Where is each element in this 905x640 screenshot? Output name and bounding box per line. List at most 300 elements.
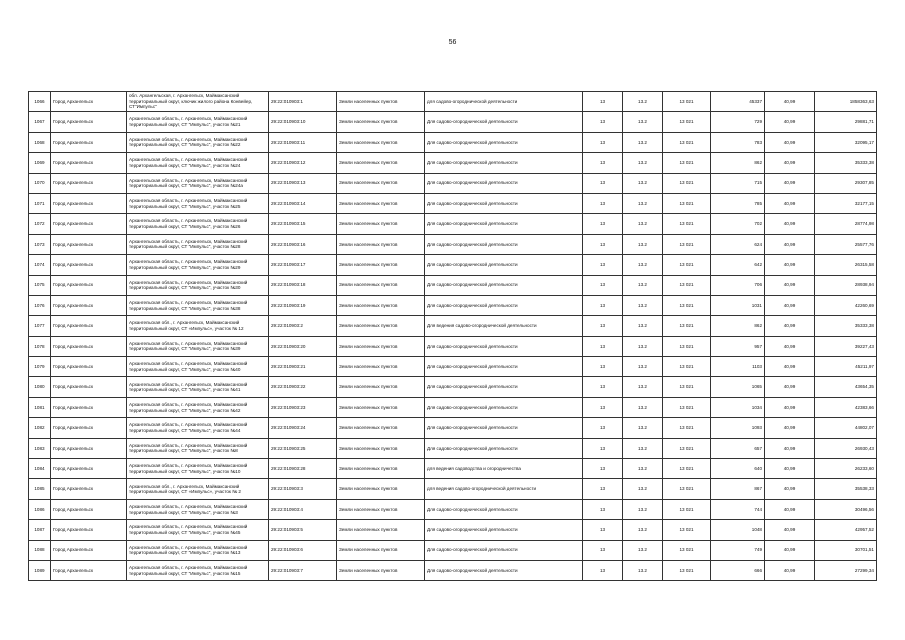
area-cell: 1048 [711, 520, 765, 540]
table-row [29, 479, 877, 499]
classification-code-cell: 13 021 [663, 92, 711, 112]
classification-code-cell: 13 021 [663, 255, 711, 275]
row-number-cell: 1082 [29, 418, 51, 438]
address-cell: Архангельская область, г. Архангельск, Маймаксанский территориальный округ, СТ "Импульс", участок №25 [127, 193, 269, 213]
row-number-cell: 1069 [29, 153, 51, 173]
classification-code-cell: 13 021 [663, 560, 711, 580]
group-code-cell: 13 [583, 153, 623, 173]
group-code-cell: 13 [583, 316, 623, 336]
specific-value-cell: 40,99 [765, 560, 815, 580]
cadastral-number-cell: 29:22:010903:4 [269, 499, 337, 519]
cadastral-value-cell: 35333,38 [815, 316, 877, 336]
subgroup-code-cell: 13.2 [623, 459, 663, 479]
row-number-cell: 1077 [29, 316, 51, 336]
locality-cell: Город Архангельск [51, 255, 127, 275]
address-cell: Архангельская область, г. Архангельск, Маймаксанский территориальный округ, СТ "Импульс", участок №24а [127, 173, 269, 193]
subgroup-code-cell: 13.2 [623, 316, 663, 336]
specific-value-cell: 40,99 [765, 499, 815, 519]
locality-cell: Город Архангельск [51, 295, 127, 315]
cadastral-number-cell: 29:22:010903:20 [269, 336, 337, 356]
cadastral-number-cell: 29:22:010903:2 [269, 316, 337, 336]
permitted-use-cell: Для садово-огороднической деятельности [425, 336, 583, 356]
land-category-cell: Земли населенных пунктов [337, 377, 425, 397]
classification-code-cell: 13 021 [663, 377, 711, 397]
group-code-cell: 13 [583, 255, 623, 275]
land-category-cell: Земли населенных пунктов [337, 214, 425, 234]
cadastral-number-cell: 29:22:010903:28 [269, 459, 337, 479]
group-code-cell: 13 [583, 397, 623, 417]
permitted-use-cell: Для садово-огороднической деятельности [425, 499, 583, 519]
group-code-cell: 13 [583, 336, 623, 356]
table-row [29, 193, 877, 213]
row-number-cell: 1073 [29, 234, 51, 254]
group-code-cell: 13 [583, 499, 623, 519]
cadastral-value-cell: 30496,56 [815, 499, 877, 519]
address-cell: Архангельская область, г. Архангельск, Маймаксанский территориальный округ, СТ "Импульс", участок №41 [127, 377, 269, 397]
table-row [29, 438, 877, 458]
address-cell: Архангельская область, г. Архангельск, Маймаксанский территориальный округ, СТ "Импульс", участок №30 [127, 275, 269, 295]
row-number-cell: 1086 [29, 499, 51, 519]
classification-code-cell: 13 021 [663, 418, 711, 438]
group-code-cell: 13 [583, 173, 623, 193]
classification-code-cell: 13 021 [663, 316, 711, 336]
specific-value-cell: 40,99 [765, 418, 815, 438]
table-row [29, 132, 877, 152]
classification-code-cell: 13 021 [663, 540, 711, 560]
row-number-cell: 1089 [29, 560, 51, 580]
cadastral-value-cell: 28774,98 [815, 214, 877, 234]
table-row [29, 214, 877, 234]
group-code-cell: 13 [583, 459, 623, 479]
row-number-cell: 1083 [29, 438, 51, 458]
permitted-use-cell: Для садово-огороднической деятельности [425, 255, 583, 275]
classification-code-cell: 13 021 [663, 357, 711, 377]
area-cell: 785 [711, 193, 765, 213]
land-category-cell: Земли населенных пунктов [337, 132, 425, 152]
subgroup-code-cell: 13.2 [623, 438, 663, 458]
permitted-use-cell: Для садово-огороднической деятельности [425, 438, 583, 458]
permitted-use-cell: Для садово-огороднической деятельности [425, 418, 583, 438]
subgroup-code-cell: 13.2 [623, 520, 663, 540]
specific-value-cell: 40,99 [765, 540, 815, 560]
cadastral-value-cell: 1858363,63 [815, 92, 877, 112]
land-category-cell: Земли населенных пунктов [337, 193, 425, 213]
permitted-use-cell: Для садово-огороднической деятельности [425, 173, 583, 193]
cadastral-number-cell: 29:22:010903:12 [269, 153, 337, 173]
specific-value-cell: 40,99 [765, 92, 815, 112]
group-code-cell: 13 [583, 193, 623, 213]
cadastral-value-cell: 26315,58 [815, 255, 877, 275]
permitted-use-cell: Для садово-огороднической деятельности [425, 193, 583, 213]
cadastral-value-cell: 26233,60 [815, 459, 877, 479]
classification-code-cell: 13 021 [663, 275, 711, 295]
specific-value-cell: 40,99 [765, 173, 815, 193]
cadastral-number-cell: 29:22:010903:3 [269, 479, 337, 499]
subgroup-code-cell: 13.2 [623, 479, 663, 499]
cadastral-number-cell: 29:22:010903:14 [269, 193, 337, 213]
locality-cell: Город Архангельск [51, 112, 127, 132]
cadastral-number-cell: 29:22:010903:1 [269, 92, 337, 112]
locality-cell: Город Архангельск [51, 459, 127, 479]
row-number-cell: 1075 [29, 275, 51, 295]
cadastral-number-cell: 29:22:010903:24 [269, 418, 337, 438]
permitted-use-cell: для ведения садоводства и огородничества [425, 459, 583, 479]
area-cell: 862 [711, 316, 765, 336]
group-code-cell: 13 [583, 214, 623, 234]
classification-code-cell: 13 021 [663, 479, 711, 499]
classification-code-cell: 13 021 [663, 499, 711, 519]
subgroup-code-cell: 13.2 [623, 132, 663, 152]
address-cell: Архангельская область, г. Архангельск, Маймаксанский территориальный округ, СТ "Импульс", участок №42 [127, 397, 269, 417]
cadastral-number-cell: 29:22:010903:15 [269, 214, 337, 234]
table-row [29, 357, 877, 377]
row-number-cell: 1066 [29, 92, 51, 112]
land-category-cell: Земли населенных пунктов [337, 316, 425, 336]
address-cell: Архангельская область, г. Архангельск, Маймаксанский территориальный округ, СТ "Импульс", участок №39 [127, 336, 269, 356]
classification-code-cell: 13 021 [663, 336, 711, 356]
area-cell: 706 [711, 275, 765, 295]
address-cell: Архангельская область, г. Архангельск, Маймаксанский территориальный округ, СТ "Импульс", участок №44 [127, 418, 269, 438]
cadastral-number-cell: 29:22:010903:5 [269, 520, 337, 540]
specific-value-cell: 40,99 [765, 234, 815, 254]
locality-cell: Город Архангельск [51, 193, 127, 213]
specific-value-cell: 40,99 [765, 520, 815, 540]
land-category-cell: Земли населенных пунктов [337, 112, 425, 132]
table-row [29, 560, 877, 580]
area-cell: 702 [711, 214, 765, 234]
area-cell: 45337 [711, 92, 765, 112]
address-cell: Архангельская область, г. Архангельск, Маймаксанский территориальный округ, СТ "Импульс", участок №29 [127, 255, 269, 275]
address-cell: Архангельская область, г. Архангельск, Маймаксанский территориальный округ, СТ "Импульс", участок №8 [127, 438, 269, 458]
locality-cell: Город Архангельск [51, 499, 127, 519]
address-cell: Архангельская область, г. Архангельск, Маймаксанский территориальный округ, СТ "Импульс", участок №38 [127, 295, 269, 315]
specific-value-cell: 40,99 [765, 438, 815, 458]
area-cell: 957 [711, 336, 765, 356]
table-row [29, 377, 877, 397]
locality-cell: Город Архангельск [51, 336, 127, 356]
land-category-cell: Земли населенных пунктов [337, 499, 425, 519]
subgroup-code-cell: 13.2 [623, 295, 663, 315]
locality-cell: Город Архангельск [51, 520, 127, 540]
land-category-cell: Земли населенных пунктов [337, 255, 425, 275]
classification-code-cell: 13 021 [663, 112, 711, 132]
permitted-use-cell: Для садово-огороднической деятельности [425, 520, 583, 540]
table-row [29, 92, 877, 112]
group-code-cell: 13 [583, 295, 623, 315]
cadastral-value-cell: 42383,66 [815, 397, 877, 417]
area-cell: 1103 [711, 357, 765, 377]
cadastral-value-cell: 25577,76 [815, 234, 877, 254]
group-code-cell: 13 [583, 479, 623, 499]
subgroup-code-cell: 13.2 [623, 275, 663, 295]
land-category-cell: Земли населенных пунктов [337, 438, 425, 458]
area-cell: 666 [711, 560, 765, 580]
table-row [29, 255, 877, 275]
row-number-cell: 1084 [29, 459, 51, 479]
specific-value-cell: 40,99 [765, 193, 815, 213]
cadastral-number-cell: 29:22:010903:21 [269, 357, 337, 377]
permitted-use-cell: Для садово-огороднической деятельности [425, 377, 583, 397]
locality-cell: Город Архангельск [51, 275, 127, 295]
address-cell: Архангельская обл., г. Архангельск, Маймаксанский территориальный округ, СТ «Импульс», участок № 2 [127, 479, 269, 499]
permitted-use-cell: Для садово-огороднической деятельности [425, 357, 583, 377]
locality-cell: Город Архангельск [51, 316, 127, 336]
cadastral-number-cell: 29:22:010903:7 [269, 560, 337, 580]
cadastral-value-cell: 42260,69 [815, 295, 877, 315]
land-category-cell: Земли населенных пунктов [337, 418, 425, 438]
land-category-cell: Земли населенных пунктов [337, 357, 425, 377]
permitted-use-cell: для садово-огороднической деятельности [425, 92, 583, 112]
cadastral-value-cell: 32177,15 [815, 193, 877, 213]
classification-code-cell: 13 021 [663, 234, 711, 254]
table-row [29, 112, 877, 132]
specific-value-cell: 40,99 [765, 255, 815, 275]
row-number-cell: 1088 [29, 540, 51, 560]
locality-cell: Город Архангельск [51, 418, 127, 438]
area-cell: 862 [711, 153, 765, 173]
specific-value-cell: 40,99 [765, 397, 815, 417]
permitted-use-cell: Для садово-огороднической деятельности [425, 397, 583, 417]
classification-code-cell: 13 021 [663, 132, 711, 152]
permitted-use-cell: Для ведения садово-огороднической деятельности [425, 316, 583, 336]
table-row [29, 153, 877, 173]
area-cell: 642 [711, 255, 765, 275]
classification-code-cell: 13 021 [663, 153, 711, 173]
classification-code-cell: 13 021 [663, 520, 711, 540]
specific-value-cell: 40,99 [765, 112, 815, 132]
subgroup-code-cell: 13.2 [623, 397, 663, 417]
classification-code-cell: 13 021 [663, 214, 711, 234]
cadastral-value-cell: 39227,43 [815, 336, 877, 356]
area-cell: 657 [711, 438, 765, 458]
cadastral-number-cell: 29:22:010903:6 [269, 540, 337, 560]
specific-value-cell: 40,99 [765, 275, 815, 295]
land-category-cell: Земли населенных пунктов [337, 479, 425, 499]
locality-cell: Город Архангельск [51, 438, 127, 458]
specific-value-cell: 40,99 [765, 479, 815, 499]
group-code-cell: 13 [583, 560, 623, 580]
specific-value-cell: 40,99 [765, 295, 815, 315]
group-code-cell: 13 [583, 132, 623, 152]
permitted-use-cell: Для садово-огороднической деятельности [425, 214, 583, 234]
address-cell: Архангельская область, г. Архангельск, Маймаксанский территориальный округ, СТ "Импульс", участок №15 [127, 560, 269, 580]
specific-value-cell: 40,99 [765, 214, 815, 234]
row-number-cell: 1067 [29, 112, 51, 132]
row-number-cell: 1085 [29, 479, 51, 499]
subgroup-code-cell: 13.2 [623, 418, 663, 438]
group-code-cell: 13 [583, 92, 623, 112]
row-number-cell: 1070 [29, 173, 51, 193]
locality-cell: Город Архангельск [51, 377, 127, 397]
locality-cell: Город Архангельск [51, 132, 127, 152]
subgroup-code-cell: 13.2 [623, 377, 663, 397]
specific-value-cell: 40,99 [765, 316, 815, 336]
group-code-cell: 13 [583, 540, 623, 560]
area-cell: 867 [711, 479, 765, 499]
classification-code-cell: 13 021 [663, 438, 711, 458]
cadastral-number-cell: 29:22:010903:13 [269, 173, 337, 193]
specific-value-cell: 40,99 [765, 132, 815, 152]
classification-code-cell: 13 021 [663, 173, 711, 193]
cadastral-value-cell: 27299,34 [815, 560, 877, 580]
area-cell: 729 [711, 112, 765, 132]
land-category-cell: Земли населенных пунктов [337, 560, 425, 580]
table-row [29, 418, 877, 438]
address-cell: Архангельская область, г. Архангельск, Маймаксанский территориальный округ, СТ "Импульс", участок №45 [127, 520, 269, 540]
row-number-cell: 1068 [29, 132, 51, 152]
cadastral-number-cell: 29:22:010903:19 [269, 295, 337, 315]
address-cell: Архангельская обл., г. Архангельск, Маймаксанский территориальный округ, СТ «Импульс», участок № 12 [127, 316, 269, 336]
permitted-use-cell: Для садово-огороднической деятельности [425, 234, 583, 254]
table-body [29, 92, 877, 581]
locality-cell: Город Архангельск [51, 479, 127, 499]
subgroup-code-cell: 13.2 [623, 357, 663, 377]
address-cell: Архангельская область, г. Архангельск, Маймаксанский территориальный округ, СТ "Импульс", участок №3 [127, 499, 269, 519]
address-cell: обл. Архангельская, г. Архангельск, Маймаксанский территориальный округ, ключик жилого района Конвейер, СТ"Импульс" [127, 92, 269, 112]
cadastral-number-cell: 29:22:010903:16 [269, 234, 337, 254]
cadastral-value-cell: 43654,35 [815, 377, 877, 397]
locality-cell: Город Архангельск [51, 357, 127, 377]
cadastral-value-cell: 29881,71 [815, 112, 877, 132]
subgroup-code-cell: 13.2 [623, 499, 663, 519]
subgroup-code-cell: 13.2 [623, 173, 663, 193]
address-cell: Архангельская область, г. Архангельск, Маймаксанский территориальный округ, СТ "Импульс", участок №13 [127, 540, 269, 560]
table-row [29, 234, 877, 254]
classification-code-cell: 13 021 [663, 397, 711, 417]
cadastral-number-cell: 29:22:010903:11 [269, 132, 337, 152]
locality-cell: Город Архангельск [51, 540, 127, 560]
subgroup-code-cell: 13.2 [623, 336, 663, 356]
land-category-cell: Земли населенных пунктов [337, 275, 425, 295]
area-cell: 1093 [711, 418, 765, 438]
permitted-use-cell: Для садово-огороднической деятельности [425, 540, 583, 560]
address-cell: Архангельская область, г. Архангельск, Маймаксанский территориальный округ, СТ "Импульс", участок №21 [127, 112, 269, 132]
row-number-cell: 1079 [29, 357, 51, 377]
land-category-cell: Земли населенных пунктов [337, 520, 425, 540]
subgroup-code-cell: 13.2 [623, 560, 663, 580]
table-row [29, 316, 877, 336]
area-cell: 1065 [711, 377, 765, 397]
land-category-cell: Земли населенных пунктов [337, 459, 425, 479]
locality-cell: Город Архангельск [51, 173, 127, 193]
locality-cell: Город Архангельск [51, 214, 127, 234]
cadastral-value-cell: 44802,07 [815, 418, 877, 438]
cadastral-value-cell: 28938,94 [815, 275, 877, 295]
group-code-cell: 13 [583, 357, 623, 377]
area-cell: 640 [711, 459, 765, 479]
classification-code-cell: 13 021 [663, 459, 711, 479]
subgroup-code-cell: 13.2 [623, 153, 663, 173]
group-code-cell: 13 [583, 112, 623, 132]
locality-cell: Город Архангельск [51, 234, 127, 254]
subgroup-code-cell: 13.2 [623, 540, 663, 560]
group-code-cell: 13 [583, 520, 623, 540]
subgroup-code-cell: 13.2 [623, 92, 663, 112]
specific-value-cell: 40,99 [765, 377, 815, 397]
cadastral-value-cell: 30701,51 [815, 540, 877, 560]
subgroup-code-cell: 13.2 [623, 255, 663, 275]
table-row [29, 275, 877, 295]
table-row [29, 499, 877, 519]
cadastral-number-cell: 29:22:010903:25 [269, 438, 337, 458]
page-number: 56 [448, 39, 457, 46]
area-cell: 1034 [711, 397, 765, 417]
area-cell: 783 [711, 132, 765, 152]
locality-cell: Город Архангельск [51, 397, 127, 417]
specific-value-cell: 40,99 [765, 357, 815, 377]
cadastral-number-cell: 29:22:010903:17 [269, 255, 337, 275]
table-row [29, 173, 877, 193]
row-number-cell: 1074 [29, 255, 51, 275]
permitted-use-cell: Для садово-огороднической деятельности [425, 153, 583, 173]
group-code-cell: 13 [583, 377, 623, 397]
group-code-cell: 13 [583, 234, 623, 254]
land-category-cell: Земли населенных пунктов [337, 234, 425, 254]
table-row [29, 520, 877, 540]
group-code-cell: 13 [583, 438, 623, 458]
address-cell: Архангельская область, г. Архангельск, Маймаксанский территориальный округ, СТ "Импульс", участок №40 [127, 357, 269, 377]
locality-cell: Город Архангельск [51, 560, 127, 580]
address-cell: Архангельская область, г. Архангельск, Маймаксанский территориальный округ, СТ "Импульс", участок №28 [127, 234, 269, 254]
table-row [29, 459, 877, 479]
group-code-cell: 13 [583, 418, 623, 438]
area-cell: 624 [711, 234, 765, 254]
cadastral-value-cell: 29307,85 [815, 173, 877, 193]
cadastral-value-cell: 32095,17 [815, 132, 877, 152]
subgroup-code-cell: 13.2 [623, 234, 663, 254]
locality-cell: Город Архангельск [51, 92, 127, 112]
land-category-cell: Земли населенных пунктов [337, 336, 425, 356]
table-row [29, 397, 877, 417]
specific-value-cell: 40,99 [765, 459, 815, 479]
permitted-use-cell: Для садово-огороднической деятельности [425, 560, 583, 580]
cadastral-value-cell: 26930,43 [815, 438, 877, 458]
cadastral-number-cell: 29:22:010903:18 [269, 275, 337, 295]
cadastral-value-cell: 35538,33 [815, 479, 877, 499]
classification-code-cell: 13 021 [663, 295, 711, 315]
address-cell: Архангельская область, г. Архангельск, Маймаксанский территориальный округ, СТ "Импульс", участок №24 [127, 153, 269, 173]
area-cell: 744 [711, 499, 765, 519]
table-row [29, 540, 877, 560]
cadastral-number-cell: 29:22:010903:22 [269, 377, 337, 397]
subgroup-code-cell: 13.2 [623, 112, 663, 132]
permitted-use-cell: Для садово-огороднической деятельности [425, 275, 583, 295]
cadastral-table [28, 91, 877, 581]
subgroup-code-cell: 13.2 [623, 193, 663, 213]
cadastral-number-cell: 29:22:010903:10 [269, 112, 337, 132]
area-cell: 715 [711, 173, 765, 193]
permitted-use-cell: для ведения садово-огороднической деятельности [425, 479, 583, 499]
specific-value-cell: 40,99 [765, 153, 815, 173]
cadastral-value-cell: 42957,52 [815, 520, 877, 540]
group-code-cell: 13 [583, 275, 623, 295]
land-category-cell: Земли населенных пунктов [337, 397, 425, 417]
cadastral-value-cell: 35333,38 [815, 153, 877, 173]
row-number-cell: 1080 [29, 377, 51, 397]
specific-value-cell: 40,99 [765, 336, 815, 356]
row-number-cell: 1071 [29, 193, 51, 213]
row-number-cell: 1081 [29, 397, 51, 417]
land-category-cell: Земли населенных пунктов [337, 173, 425, 193]
row-number-cell: 1076 [29, 295, 51, 315]
address-cell: Архангельская область, г. Архангельск, Маймаксанский территориальный округ, СТ "Импульс", участок №22 [127, 132, 269, 152]
land-category-cell: Земли населенных пунктов [337, 295, 425, 315]
cadastral-number-cell: 29:22:010903:23 [269, 397, 337, 417]
address-cell: Архангельская область, г. Архангельск, Маймаксанский территориальный округ, СТ "Импульс", участок №10 [127, 459, 269, 479]
permitted-use-cell: Для садово-огороднической деятельности [425, 112, 583, 132]
land-category-cell: Земли населенных пунктов [337, 153, 425, 173]
address-cell: Архангельская область, г. Архангельск, Маймаксанский территориальный округ, СТ "Импульс", участок №26 [127, 214, 269, 234]
